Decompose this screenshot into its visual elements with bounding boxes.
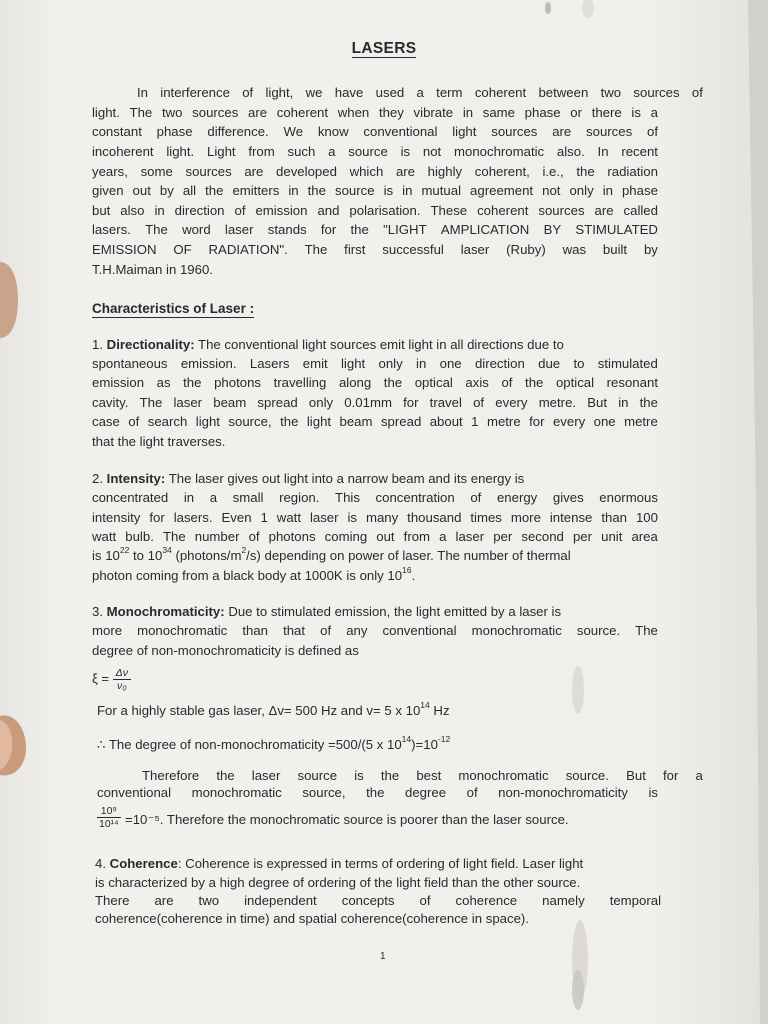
coherence-line: is characterized by a high degree of ordering of the light field than the other source. bbox=[95, 875, 581, 890]
directionality-line: case of search light source, the light beam spread about 1 metre for every one metre bbox=[92, 414, 658, 429]
intensity-line: intensity for lasers. Even 1 watt laser is many thousand times more intense than 100 bbox=[92, 510, 658, 525]
formula-non-monochromaticity: ξ = $\frac{\Delta\nu}{\text{ν₀}}$ bbox=[92, 667, 131, 692]
intro-line: lasers. The word laser stands for the "LIGHT AMPLICATION BY STIMULATED bbox=[92, 222, 658, 237]
section-label: Monochromaticity: bbox=[106, 604, 225, 619]
degree-line: ∴ The degree of non-monochromaticity =500/(5 x $10^{14})=10^{-12}$ bbox=[97, 734, 451, 752]
therefore-line: conventional monochromatic source, the degree of non-monochromaticity is bbox=[97, 785, 658, 800]
section-number: 4. bbox=[95, 856, 106, 871]
poorer-source-line: =10⁻⁵. Therefore the monochromatic source is poorer than the laser source. bbox=[125, 812, 569, 827]
intro-line: EMISSION OF RADIATION". The first successful laser (Ruby) was built by bbox=[92, 242, 658, 257]
directionality-line-1 bbox=[92, 338, 564, 351]
intro-line: T.H.Maiman in 1960. bbox=[92, 262, 213, 277]
intro-line: light. The two sources are coherent when they vibrate in same phase or there is a bbox=[92, 105, 658, 120]
intensity-line: concentrated in a small region. This concentration of energy gives enormous bbox=[92, 490, 658, 505]
coherence-line: There are two independent concepts of coherence namely temporal bbox=[95, 893, 661, 908]
intro-line: years, some sources are developed which are highly coherent, i.e., the radiation bbox=[92, 164, 658, 179]
section-number: 2. bbox=[92, 471, 103, 486]
intensity-line: watt bulb. The number of photons coming out from a laser per second per unit area bbox=[92, 529, 658, 544]
directionality-line: that the light traverses. bbox=[92, 434, 226, 449]
intro-line: incoherent light. Light from such a source is not monochromatic also. In recent bbox=[92, 144, 658, 159]
fraction-ratio: $\frac{\text{10⁹}}{\text{10¹⁴}}$ bbox=[99, 805, 119, 830]
monochromaticity-line: degree of non-monochromaticity is defined as bbox=[92, 643, 359, 658]
coherence-line: coherence(coherence in time) and spatial coherence(coherence in space). bbox=[95, 911, 529, 926]
section-number: 1. bbox=[92, 337, 103, 352]
coherence-line-1 bbox=[95, 857, 583, 870]
page-number: 1 bbox=[380, 951, 386, 962]
section-text: The laser gives out light into a narrow beam and its energy is bbox=[168, 471, 525, 486]
section-label: Coherence bbox=[109, 856, 178, 871]
directionality-line: cavity. The laser beam spread only 0.01mm for travel of every metre. But in the bbox=[92, 395, 658, 410]
intro-line: but also in direction of emission and polarisation. These coherent sources are called bbox=[92, 203, 658, 218]
intro-line: given out by all the emitters in the source is in mutual agreement not only in phase bbox=[92, 183, 658, 198]
characteristics-heading: Characteristics of Laser : bbox=[92, 301, 255, 316]
section-text: : Coherence is expressed in terms of ordering of light field. Laser light bbox=[177, 856, 584, 871]
document-title: LASERS bbox=[351, 40, 417, 57]
section-text: Due to stimulated emission, the light emitted by a laser is bbox=[228, 604, 562, 619]
section-label: Intensity: bbox=[106, 471, 166, 486]
directionality-line: emission as the photons travelling along the optical axis of the optical resonant bbox=[92, 375, 658, 390]
intensity-line-6: photon coming from a black body at 1000K is only $10^{16}$. bbox=[92, 565, 416, 583]
therefore-line: Therefore the laser source is the best monochromatic source. But for a bbox=[142, 768, 703, 783]
monochromaticity-line: more monochromatic than that of any conventional monochromatic source. The bbox=[92, 623, 658, 638]
gas-laser-line: For a highly stable gas laser, Δv= 500 Hz and v= 5 x $10^{14}$ Hz bbox=[97, 700, 450, 718]
directionality-line: spontaneous emission. Lasers emit light only in one direction due to stimulated bbox=[92, 356, 658, 371]
intro-line: In interference of light, we have used a term coherent between two sources of bbox=[137, 85, 703, 100]
section-number: 3. bbox=[92, 604, 103, 619]
monochromaticity-line-1 bbox=[92, 605, 561, 618]
intro-line: constant phase difference. We know conventional light sources are sources of bbox=[92, 124, 658, 139]
section-label: Directionality: bbox=[106, 337, 195, 352]
section-text: The conventional light sources emit light in all directions due to bbox=[198, 337, 564, 352]
intensity-line-5: is $10^{22}$ to $10^{34}$ $(photons/m^2/s)$ depending on power of laser. The number of thermal bbox=[92, 545, 571, 563]
intensity-line-1 bbox=[92, 472, 524, 485]
